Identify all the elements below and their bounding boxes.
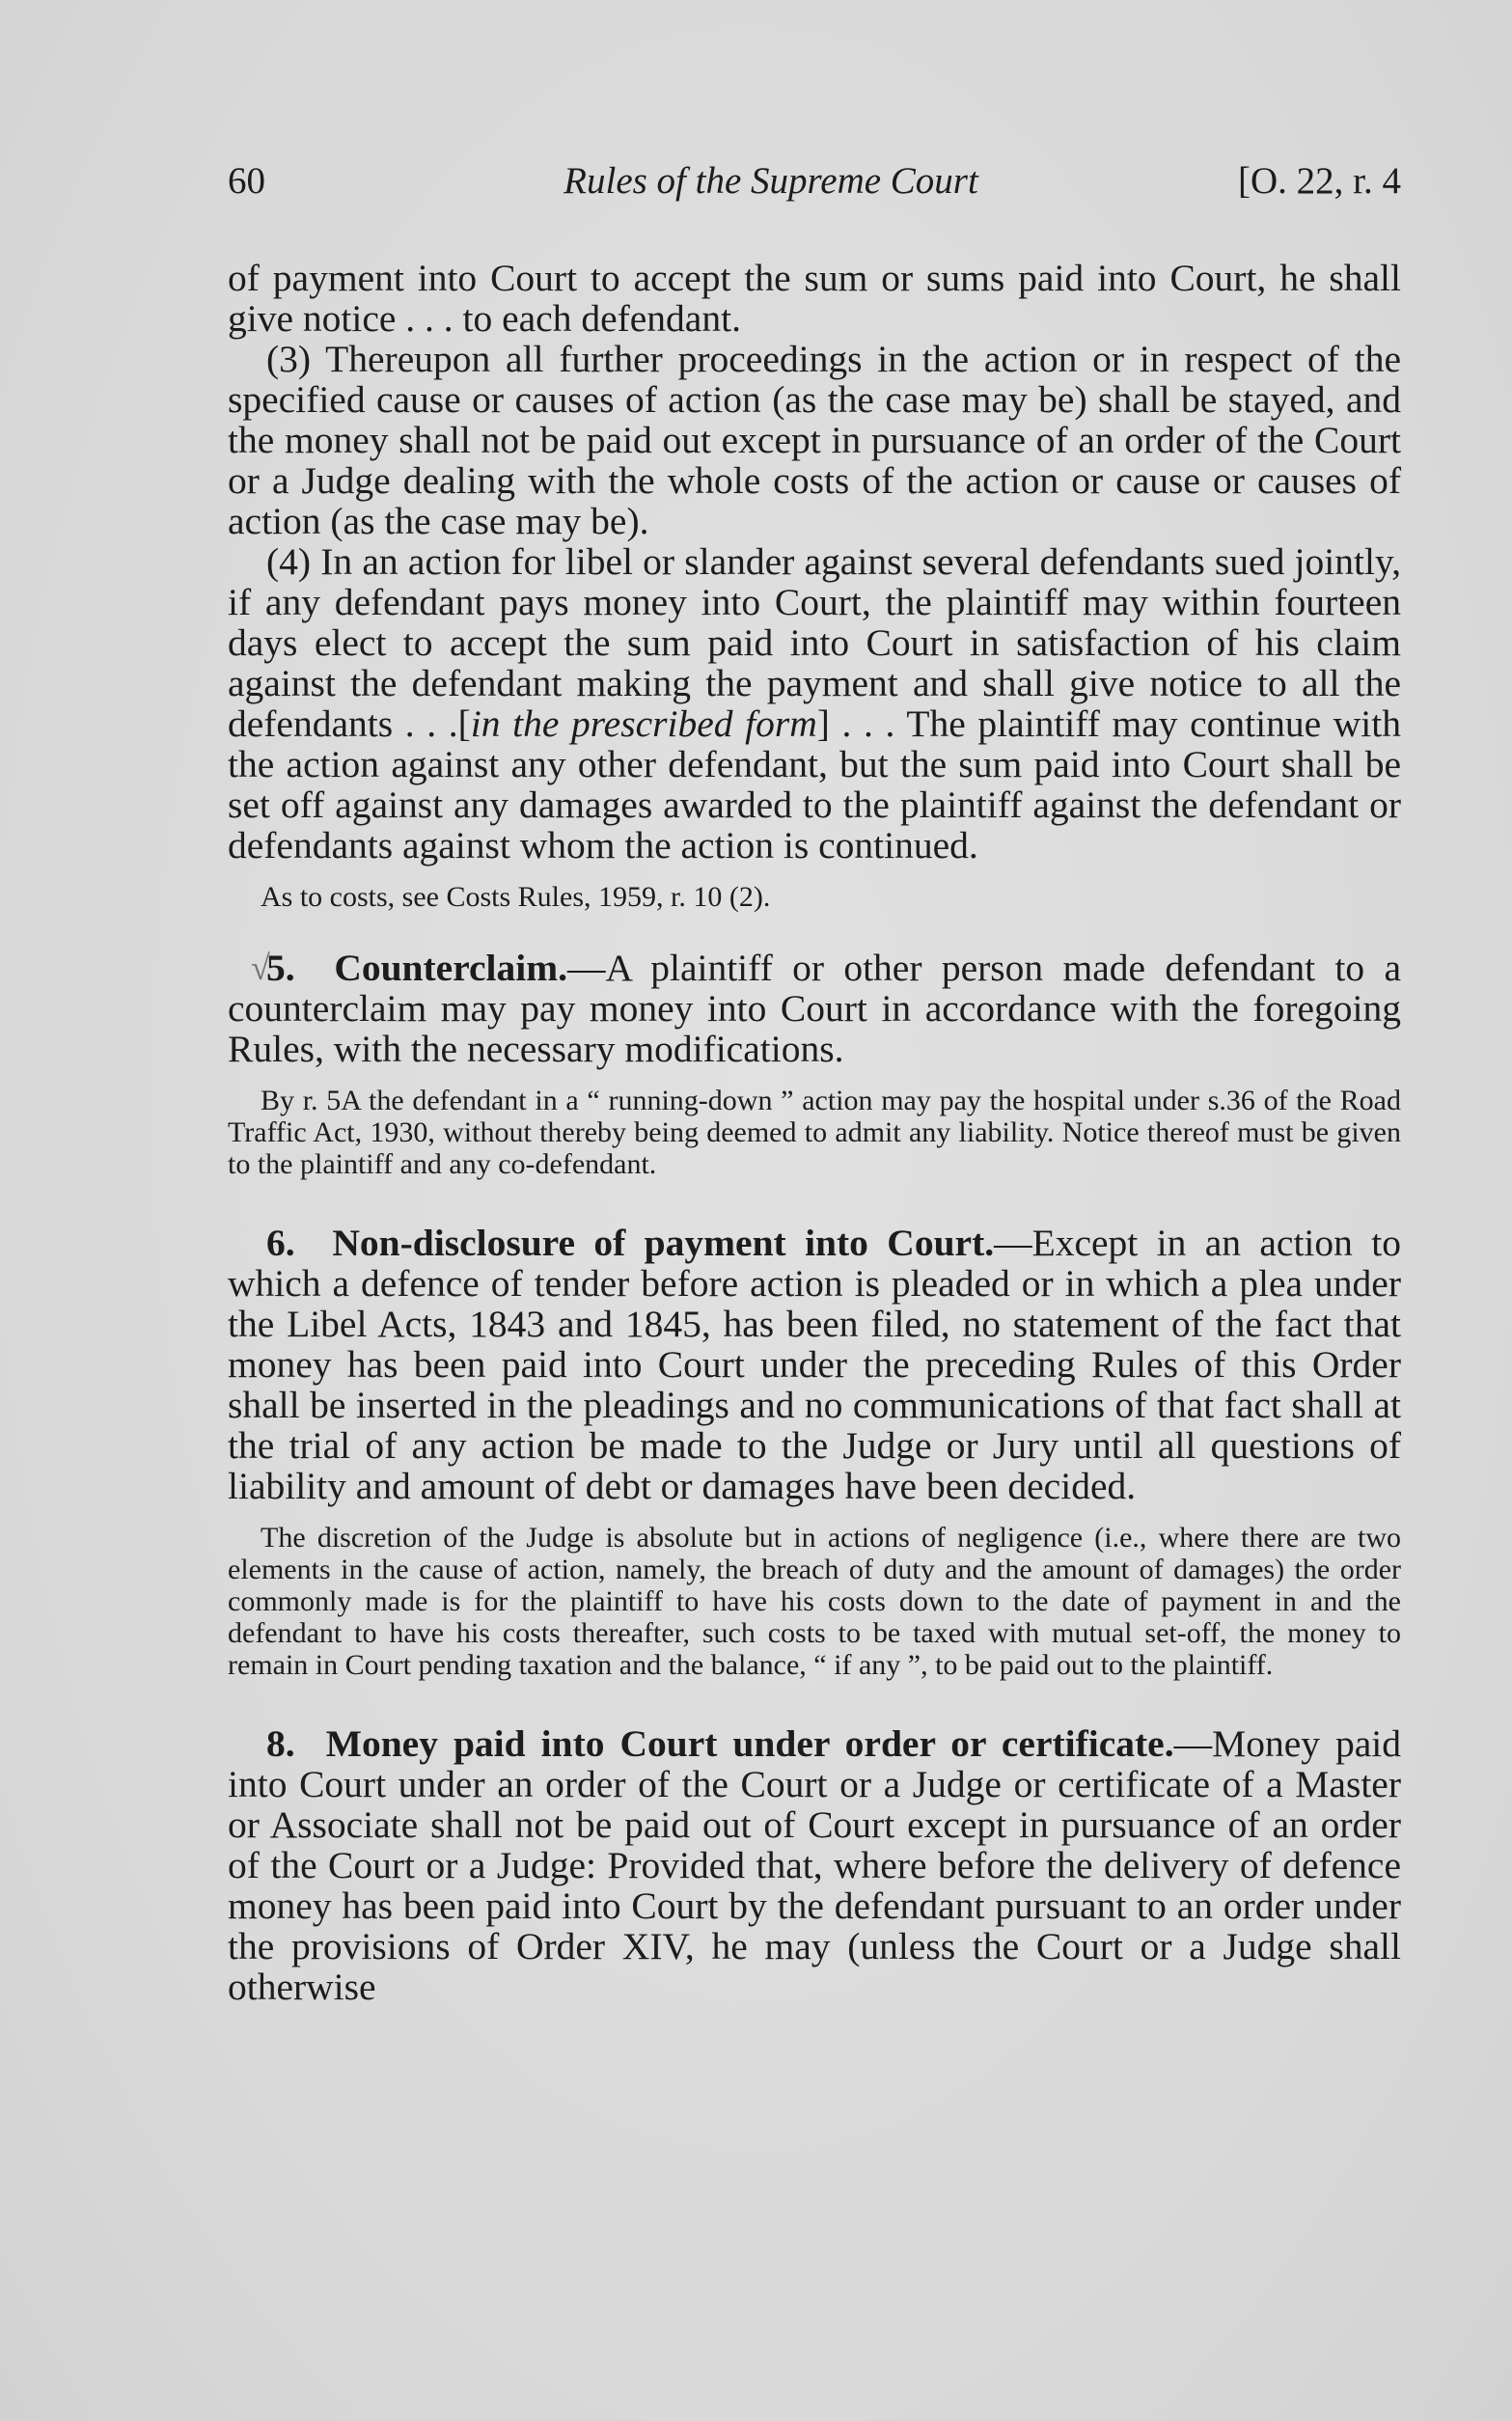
rule-6: [228, 1223, 1401, 1506]
rule-8-number: 8.: [266, 1722, 295, 1765]
paragraph-4: [228, 541, 1401, 866]
note-costs: As to costs, see Costs Rules, 1959, r. 10 (2).: [261, 881, 771, 913]
rule-8-title: Money paid into Court under order or certificate.: [325, 1722, 1174, 1765]
paragraph-4-text-b: ] . . . The plaintiff may continue with the action against any other defendant, but the sum paid into Court shall be set off against any damages awarded to the plaintiff against the defendant or defendants against whom the action is continued.: [228, 702, 1402, 867]
running-title: Rules of the Supreme Court: [564, 160, 978, 202]
continuation-paragraph: of payment into Court to accept the sum or sums paid into Court, he shall give notice . . . to each defendant.: [228, 257, 1401, 340]
note-rule-6: The discretion of the Judge is absolute but in actions of negligence (i.e., where there are two elements in the cause of action, namely, the breach of duty and the amount of damages) the order commonly made is for the plaintiff to have his costs down to the date of payment in and the defendant to have his costs thereafter, such costs to be taxed with mutual set-off, the money to remain in Court pending taxation and the balance, “ if any ”, to be paid out to the plaintiff.: [228, 1522, 1401, 1681]
paragraph-4-italic: in the prescribed form: [470, 702, 817, 745]
rule-8-text: —Money paid into Court under an order of the Court or a Judge or certificate of a Master or Associate shall not be paid out of Court except in pursuance of an order of the Court or a Judge: Provided that, where before the delivery of defence money has been paid into Court by the defendant pursuant to an order under the provisions of Order XIV, he may (unless the Court or a Judge shall otherwise: [228, 1722, 1401, 2008]
rule-6-title: Non-disclosure of payment into Court.: [332, 1222, 995, 1264]
paragraph-3: (3) Thereupon all further proceedings in the action or in respect of the specified cause or causes of action (as the case may be) shall be stayed, and the money shall not be paid out except in pursuance of an order of the Court or a Judge dealing with the whole costs of the action or cause or causes of action (as the case may be).: [228, 338, 1401, 542]
rule-5-title: Counterclaim.: [334, 947, 568, 989]
paragraph-4-text-a: (4) In an action for libel or slander against several defendants sued jointly, if any defendant pays money into Court, the plaintiff may within fourteen days elect to accept the sum paid into Court in satisfaction of his claim against the defendant making the payment and shall give notice to all the defendants . . .[: [228, 540, 1401, 745]
checkmark-icon: √: [251, 949, 270, 987]
rule-5: [228, 948, 1401, 1069]
page-number: 60: [228, 160, 265, 202]
section-reference: [O. 22, r. 4: [1237, 160, 1401, 202]
note-rule-5: By r. 5A the defendant in a “ running-down ” action may pay the hospital under s.36 of the Road Traffic Act, 1930, without thereby being deemed to admit any liability. Notice thereof must be given to the plaintiff and any co-defendant.: [228, 1085, 1401, 1180]
document-page: [228, 159, 1401, 2007]
running-header: [228, 159, 1401, 217]
rule-8: [228, 1723, 1401, 2007]
rule-5-number: 5.: [266, 947, 295, 989]
rule-6-text: —Except in an action to which a defence of tender before action is pleaded or in which a plea under the Libel Acts, 1843 and 1845, has been filed, no statement of the fact that money has been paid into Court under the preceding Rules of this Order shall be inserted in the pleadings and no communications of that fact shall at the trial of any action be made to the Judge or Jury until all questions of liability and amount of debt or damages have been decided.: [228, 1222, 1402, 1507]
rule-6-number: 6.: [266, 1222, 295, 1264]
rule-5-text: —A plaintiff or other person made defendant to a counterclaim may pay money into Court in accordance with the foregoing Rules, with the necessary modifications.: [228, 947, 1402, 1070]
